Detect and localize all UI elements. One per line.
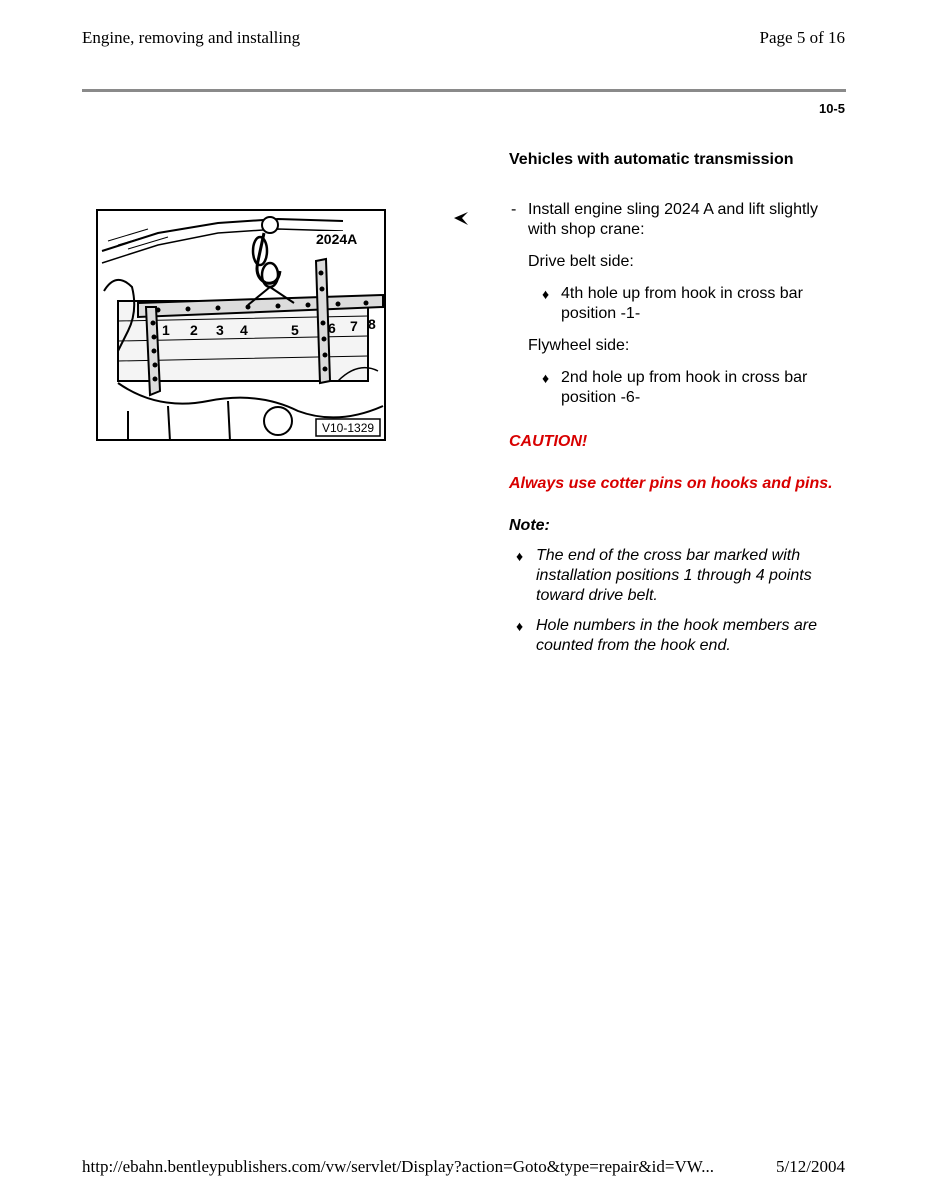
diamond-bullet-icon: ♦ — [542, 286, 550, 302]
drive-belt-label: Drive belt side: — [528, 253, 634, 270]
position-number: 6 — [328, 320, 336, 336]
drive-belt-bullet: 4th hole up from hook in cross bar position -1- — [561, 285, 803, 322]
instruction-step — [509, 200, 849, 240]
list-item — [509, 616, 849, 656]
caution-title: CAUTION! — [509, 433, 588, 450]
position-number: 3 — [216, 322, 224, 338]
position-number: 1 — [162, 322, 170, 338]
header-divider — [82, 89, 846, 92]
footer-date: 5/12/2004 — [776, 1157, 845, 1176]
pointer-arrow-icon — [453, 211, 469, 227]
note-text: Hole numbers in the hook members are counted from the hook end. — [536, 617, 818, 654]
page-code: 10-5 — [818, 101, 845, 116]
section-heading: Vehicles with automatic transmission — [509, 151, 794, 168]
footer-url: http://ebahn.bentleypublishers.com/vw/servlet/Display?action=Goto&type=repair&id=VW... — [82, 1157, 714, 1176]
position-number: 8 — [368, 316, 376, 332]
note-text: The end of the cross bar marked with installation positions 1 through 4 points toward drive belt. — [536, 547, 812, 604]
page-indicator: Page 5 of 16 — [759, 28, 845, 47]
figure-code: V10-1329 — [322, 421, 375, 435]
instruction-content — [509, 150, 849, 656]
diamond-bullet-icon: ♦ — [516, 548, 524, 564]
position-number: 2 — [190, 322, 198, 338]
list-item — [509, 546, 849, 606]
caution-text: Always use cotter pins on hooks and pins. — [509, 475, 833, 492]
engine-sling-drawing — [98, 211, 386, 441]
diamond-bullet-icon: ♦ — [542, 370, 550, 386]
document-title: Engine, removing and installing — [82, 28, 301, 47]
note-title: Note: — [509, 517, 550, 534]
diamond-bullet-icon: ♦ — [516, 618, 524, 634]
flywheel-label: Flywheel side: — [528, 337, 630, 354]
engine-sling-illustration — [96, 209, 386, 441]
step-marker: - — [511, 201, 517, 218]
position-number: 7 — [350, 318, 358, 334]
tool-label: 2024A — [316, 231, 358, 247]
list-item — [509, 368, 849, 408]
position-number: 5 — [291, 322, 299, 338]
list-item — [509, 284, 849, 324]
flywheel-bullet: 2nd hole up from hook in cross bar position -6- — [561, 369, 808, 406]
step-text: Install engine sling 2024 A and lift slightly with shop crane: — [528, 201, 818, 238]
position-number: 4 — [240, 322, 248, 338]
